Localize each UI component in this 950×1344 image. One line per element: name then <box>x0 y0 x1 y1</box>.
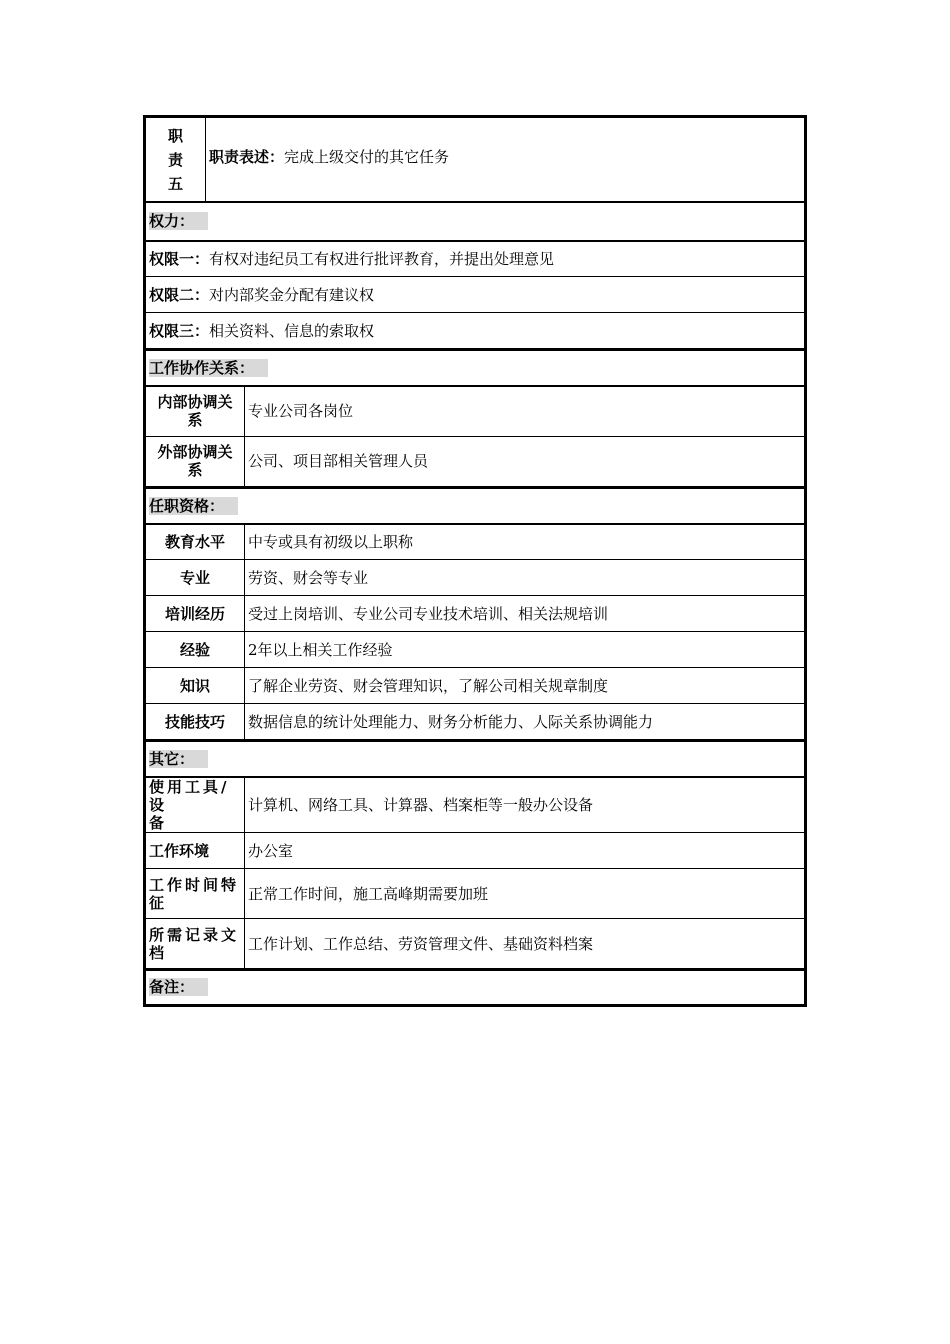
qualification-value: 数据信息的统计处理能力、财务分析能力、人际关系协调能力 <box>245 704 805 740</box>
remarks-header-text: 备注： <box>149 978 208 996</box>
qualification-row <box>146 560 805 596</box>
qualification-value: 劳资、财会等专业 <box>245 560 805 596</box>
relations-label-line: 系 <box>187 411 203 430</box>
other-header-text: 其它： <box>149 750 208 768</box>
relations-value: 专业公司各岗位 <box>245 386 805 436</box>
duty-five-row <box>146 118 805 202</box>
other-header <box>146 741 805 777</box>
duty-five-title: 职责表述： <box>209 147 285 166</box>
power-header-row <box>146 203 805 241</box>
qualification-row <box>146 704 805 740</box>
power-item-label: 权限一： <box>149 249 210 268</box>
relations-label-line: 系 <box>187 461 203 479</box>
other-row <box>146 833 805 869</box>
qualification-value: 了解企业劳资、财会管理知识，了解公司相关规章制度 <box>245 668 805 704</box>
remarks-header <box>146 970 805 1004</box>
other-label-line: 使用工具/设 <box>149 778 230 814</box>
other-label <box>146 919 245 969</box>
relations-header-text: 工作协作关系： <box>149 359 268 377</box>
other-label-line: 所需记录文 <box>149 925 240 944</box>
duty-table <box>145 117 805 202</box>
relations-row <box>146 436 805 486</box>
qualification-table <box>145 487 805 741</box>
power-row <box>146 241 805 277</box>
power-header <box>146 203 805 241</box>
qualification-row <box>146 596 805 632</box>
other-label <box>146 869 245 919</box>
relations-value: 公司、项目部相关管理人员 <box>245 436 805 486</box>
qualification-label: 经验 <box>146 632 245 668</box>
other-value: 计算机、网络工具、计算器、档案柜等一般办公设备 <box>245 777 805 833</box>
qualification-label: 培训经历 <box>146 596 245 632</box>
qualification-label: 知识 <box>146 668 245 704</box>
duty-five-label-line: 责 <box>167 150 183 169</box>
other-value: 正常工作时间，施工高峰期需要加班 <box>245 869 805 919</box>
duty-five-label-line: 五 <box>167 174 183 193</box>
other-row <box>146 919 805 969</box>
power-item-text: 有权对违纪员工有权进行批评教育，并提出处理意见 <box>209 249 555 268</box>
qualification-label: 技能技巧 <box>146 704 245 740</box>
remarks-table <box>145 969 805 1005</box>
other-label <box>146 777 245 833</box>
power-table <box>145 202 805 349</box>
power-item <box>146 241 805 277</box>
duty-five-label-line: 职 <box>167 126 183 145</box>
power-item-label: 权限三： <box>149 321 210 340</box>
qualification-value: 受过上岗培训、专业公司专业技术培训、相关法规培训 <box>245 596 805 632</box>
relations-label <box>146 386 245 436</box>
other-label-line: 工作时间特 <box>149 875 240 894</box>
other-table <box>145 740 805 969</box>
other-header-row <box>146 741 805 777</box>
other-row <box>146 869 805 919</box>
qualification-row <box>146 524 805 560</box>
qualification-header-row <box>146 488 805 524</box>
duty-five-text: 完成上级交付的其它任务 <box>284 147 450 166</box>
qualification-value: 2年以上相关工作经验 <box>245 632 805 668</box>
power-item <box>146 277 805 313</box>
duty-five-content <box>206 118 805 202</box>
other-label-line: 备 <box>149 814 168 832</box>
qualification-header-text: 任职资格： <box>149 497 238 515</box>
power-row <box>146 277 805 313</box>
other-label-line: 工作环境 <box>149 841 210 860</box>
relations-table <box>145 349 805 487</box>
qualification-label: 专业 <box>146 560 245 596</box>
relations-header <box>146 350 805 386</box>
job-description-sheet <box>143 115 807 1007</box>
power-row <box>146 313 805 349</box>
qualification-row <box>146 668 805 704</box>
qualification-header <box>146 488 805 524</box>
qualification-row <box>146 632 805 668</box>
power-item-text: 对内部奖金分配有建议权 <box>209 285 375 304</box>
power-item <box>146 313 805 349</box>
other-row <box>146 777 805 833</box>
relations-header-row <box>146 350 805 386</box>
power-item-label: 权限二： <box>149 285 210 304</box>
duty-five-label <box>146 118 206 202</box>
qualification-label: 教育水平 <box>146 524 245 560</box>
qualification-value: 中专或具有初级以上职称 <box>245 524 805 560</box>
other-label-line: 征 <box>149 893 168 912</box>
relations-row <box>146 386 805 436</box>
power-item-text: 相关资料、信息的索取权 <box>209 321 375 340</box>
relations-label-line: 内部协调关 <box>157 393 233 412</box>
other-value: 工作计划、工作总结、劳资管理文件、基础资料档案 <box>245 919 805 969</box>
other-label-line: 档 <box>149 943 168 962</box>
relations-label <box>146 436 245 486</box>
power-header-text: 权力： <box>149 212 208 230</box>
other-label <box>146 833 245 869</box>
remarks-row <box>146 970 805 1004</box>
relations-label-line: 外部协调关 <box>157 443 233 461</box>
other-value: 办公室 <box>245 833 805 869</box>
